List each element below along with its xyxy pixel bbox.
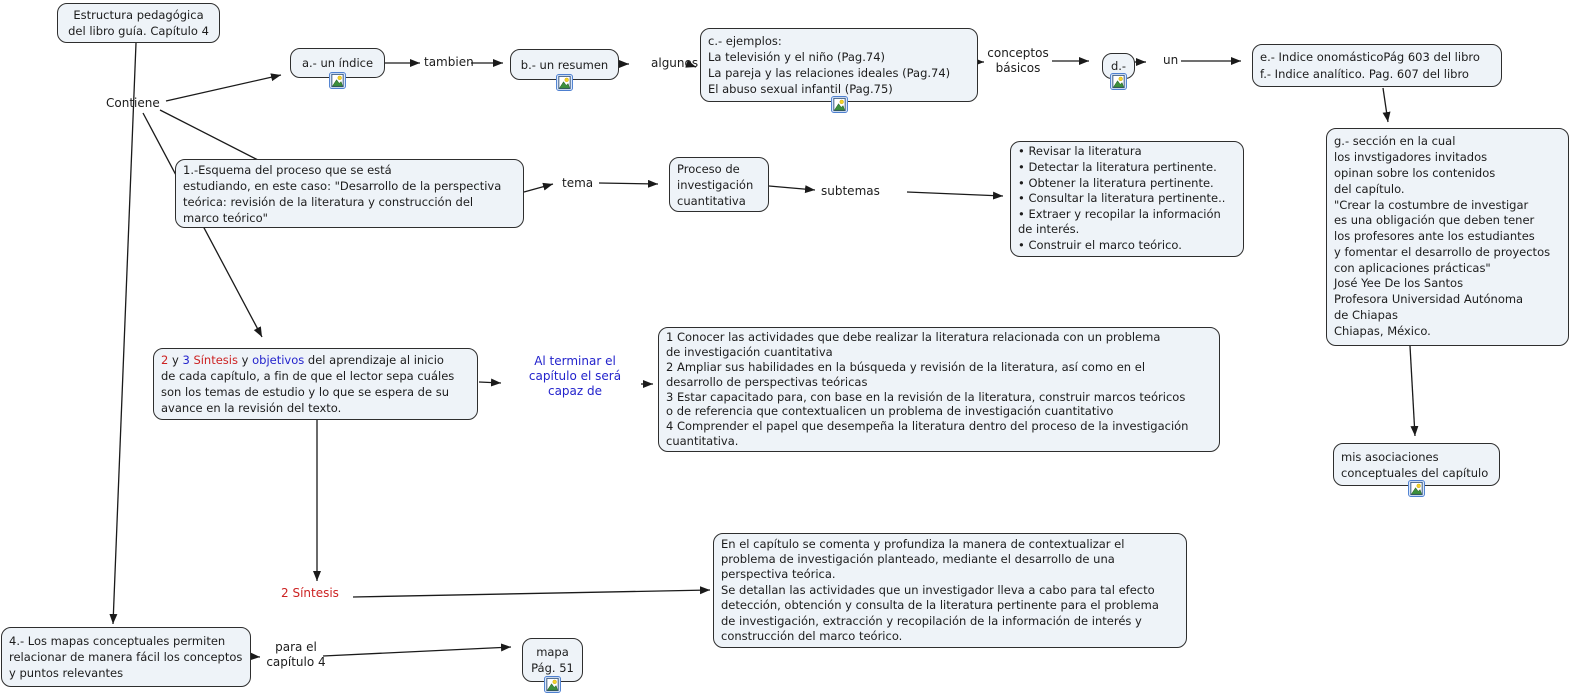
text-line: e.- Indice onomásticoPág 603 del libro <box>1260 49 1480 64</box>
node-objetivos-aprendizaje[interactable] <box>658 327 1220 452</box>
text-line: Al terminar el <box>534 354 616 368</box>
text-line: de Chiapas <box>1334 308 1398 323</box>
highlighted-text-blue: 3 <box>182 353 190 367</box>
text-line: capítulo el será <box>528 369 622 383</box>
node-g-seccion-investigadores[interactable] <box>1326 128 1569 346</box>
text-line: • Consultar la literatura pertinente.. <box>1018 191 1226 206</box>
text-line: f.- Indice analítico. Pag. 607 del libro <box>1260 66 1469 81</box>
link-label-tambien[interactable] <box>424 55 474 70</box>
text-line: mis asociaciones <box>1341 449 1439 464</box>
connector-line <box>353 590 710 597</box>
text-line: b.- un resumen <box>520 57 609 72</box>
connector-line <box>113 43 136 624</box>
node-sintesis-descripcion[interactable] <box>713 533 1187 648</box>
text-line: conceptos <box>987 46 1049 60</box>
connector-line <box>1383 88 1388 122</box>
text-line: capítulo 4 <box>266 655 326 669</box>
text-line: para el <box>275 640 317 654</box>
link-label-conceptos-basicos[interactable] <box>980 46 1056 76</box>
text-line: son los temas de estudio y lo que se espera de su <box>161 385 449 399</box>
text-line: conceptuales del capítulo <box>1341 465 1489 480</box>
plain-text: y <box>237 353 253 367</box>
node-4-mapas-conceptuales[interactable] <box>1 627 251 687</box>
node-subtemas-lista[interactable] <box>1010 141 1244 257</box>
text-line: • Obtener la literatura pertinente. <box>1018 175 1214 190</box>
text-line: Chiapas, México. <box>1334 323 1431 338</box>
image-resource-icon[interactable] <box>831 96 848 113</box>
text-line: un <box>1163 53 1179 67</box>
image-resource-icon[interactable] <box>556 74 573 91</box>
text-line: investigación <box>677 177 754 192</box>
text-line: de investigación cuantitativa <box>666 345 833 360</box>
text-line: tema <box>562 176 594 190</box>
image-resource-icon[interactable] <box>329 72 346 89</box>
text-line: 2 Ampliar sus habilidades en la búsqueda y revisión de la literatura, así como en el <box>666 359 1146 374</box>
text-line: La pareja y las relaciones ideales (Pag.74) <box>708 66 951 80</box>
text-line: a.- un índice <box>301 56 374 70</box>
text-line: teórica: revisión de la literatura y construcción del <box>183 194 474 209</box>
text-line: y puntos relevantes <box>9 666 124 680</box>
text-line: Profesora Universidad Autónoma <box>1334 292 1524 307</box>
plain-text: del aprendizaje al inicio <box>304 353 444 367</box>
text-line: construcción del marco teórico. <box>721 629 903 644</box>
text-line: relacionar de manera fácil los conceptos <box>9 650 243 664</box>
connector-line <box>166 75 281 101</box>
connector-line <box>524 184 553 192</box>
connector-line <box>769 186 815 190</box>
connector-line <box>160 110 258 160</box>
text-line: marco teórico" <box>183 210 268 225</box>
text-line: 3 Estar capacitado para, con base en la revisión de la literatura, construir marcos teóricos <box>666 389 1186 404</box>
link-label-un[interactable] <box>1163 53 1178 68</box>
text-line: básicos <box>995 61 1041 75</box>
text-line: y fomentar el desarrollo de proyectos <box>1334 244 1551 259</box>
link-label-tema[interactable] <box>562 176 593 191</box>
text-line: de investigación, extracción y recopilación de la información de interés y <box>721 613 1142 628</box>
plain-text: y <box>168 353 183 367</box>
text-line: los invstigadores invitados <box>1334 150 1488 165</box>
node-e-f-indices[interactable] <box>1252 44 1502 87</box>
text-line: mapa <box>536 645 569 659</box>
connector-line <box>599 183 658 184</box>
text-line: es una obligación que deben tener <box>1334 213 1535 228</box>
text-line: del capítulo. <box>1334 181 1405 196</box>
text-line: El abuso sexual infantil (Pag.75) <box>708 82 893 96</box>
highlighted-text-red: Síntesis <box>193 353 238 367</box>
link-label-para-el-capitulo-4[interactable] <box>260 640 332 670</box>
text-line: En el capítulo se comenta y profundiza la manera de contextualizar el <box>721 536 1125 551</box>
connector-line <box>479 382 501 383</box>
text-line <box>161 352 470 368</box>
text-line: d.- <box>1110 58 1127 73</box>
text-line: 1.-Esquema del proceso que se está <box>183 162 392 177</box>
node-proceso-investigacion-cuantitativa[interactable] <box>669 157 769 212</box>
text-line: c.- ejemplos: <box>708 34 782 48</box>
text-line: g.- sección en la cual <box>1334 134 1456 149</box>
text-line: algunos <box>651 56 699 70</box>
text-line: con aplicaciones prácticas" <box>1334 260 1491 275</box>
text-line: Pág. 51 <box>531 661 574 675</box>
text-line: • Revisar la literatura <box>1018 144 1142 159</box>
text-line: Contiene <box>106 96 160 110</box>
highlighted-text-red: 2 <box>161 353 169 367</box>
text-line: 1 Conocer las actividades que debe realizar la literatura relacionada con un problema <box>666 330 1161 345</box>
highlighted-text-blue: objetivos <box>252 353 305 367</box>
text-line: Proceso de <box>677 161 740 176</box>
text-line: 4 Comprender el papel que desempeña la literatura dentro del proceso de la investigación <box>666 419 1189 434</box>
text-line: capaz de <box>547 384 603 398</box>
text-line: "Crear la costumbre de investigar <box>1334 197 1529 212</box>
text-line: problema de investigación planteado, mediante el desarrollo de una <box>721 551 1115 566</box>
link-label-2-sintesis[interactable] <box>281 586 339 601</box>
text-line: Estructura pedagógica <box>73 8 204 22</box>
node-c-ejemplos[interactable] <box>700 28 978 102</box>
text-line: 2 Síntesis <box>281 586 339 600</box>
text-line: de interés. <box>1018 222 1080 237</box>
text-line: • Extraer y recopilar la información <box>1018 206 1221 221</box>
text-line: o de referencia que contextualicen un problema de investigación cuantitativo <box>666 404 1114 419</box>
text-line: José Yee De los Santos <box>1334 276 1464 291</box>
text-line: desarrollo de perspectivas teóricas <box>666 374 868 389</box>
text-line: La televisión y el niño (Pag.74) <box>708 50 886 64</box>
link-label-subtemas[interactable] <box>821 184 880 199</box>
connector-line <box>1410 346 1415 436</box>
text-line: tambien <box>424 55 474 69</box>
link-label-contiene[interactable] <box>106 96 160 111</box>
connector-line <box>323 647 511 656</box>
text-line: Se detallan las actividades que un investigador lleva a cabo para tal efecto <box>721 582 1155 597</box>
text-line: subtemas <box>821 184 880 198</box>
text-line: del libro guía. Capítulo 4 <box>68 24 209 38</box>
node-2y3-sintesis-objetivos[interactable] <box>153 348 478 420</box>
text-line: detección, obtención y consulta de la literatura pertinente para el problema <box>721 598 1159 613</box>
image-resource-icon[interactable] <box>1408 480 1425 497</box>
node-1-esquema-proceso[interactable] <box>175 159 524 228</box>
link-label-al-terminar[interactable] <box>510 354 640 399</box>
text-line: 4.- Los mapas conceptuales permiten <box>9 634 226 648</box>
text-line: avance en la revisión del texto. <box>161 401 342 415</box>
text-line: • Construir el marco teórico. <box>1018 237 1182 252</box>
node-estructura-capitulo4[interactable] <box>57 3 220 43</box>
image-resource-icon[interactable] <box>544 676 561 693</box>
text-line: perspectiva teórica. <box>721 567 836 582</box>
text-line: opinan sobre los contenidos <box>1334 165 1496 180</box>
text-line: cuantitativa. <box>666 433 739 448</box>
text-line: de cada capítulo, a fin de que el lector sepa cuáles <box>161 369 455 383</box>
text-line: estudiando, en este caso: "Desarrollo de la perspectiva <box>183 178 502 193</box>
text-line: cuantitativa <box>677 193 746 208</box>
text-line: los profesores ante los estudiantes <box>1334 229 1535 244</box>
image-resource-icon[interactable] <box>1110 73 1127 90</box>
text-line: • Detectar la literatura pertinente. <box>1018 160 1217 175</box>
link-label-algunos[interactable] <box>651 56 698 71</box>
connector-line <box>907 192 1003 196</box>
